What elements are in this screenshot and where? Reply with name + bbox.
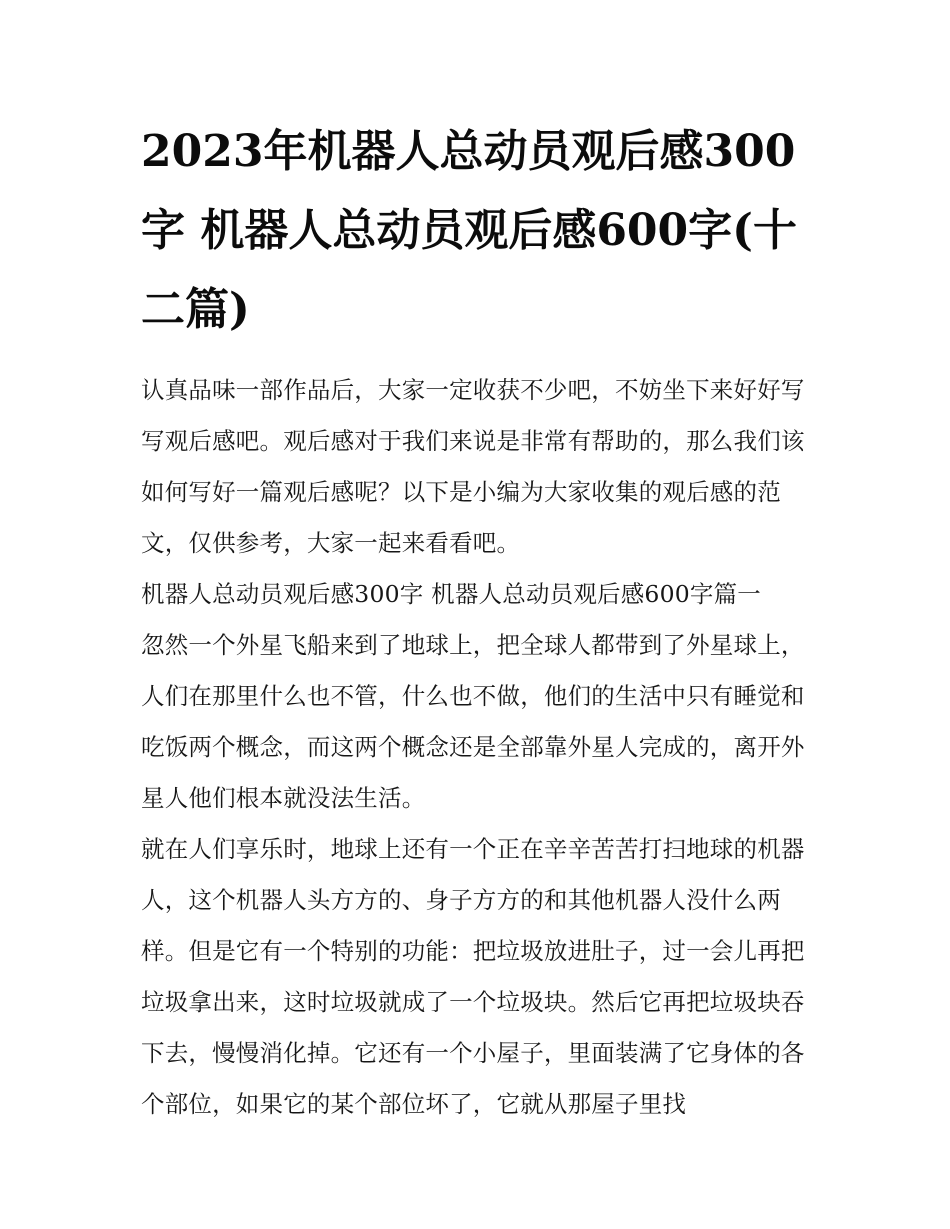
- intro-paragraph: 认真品味一部作品后，大家一定收获不少吧，不妨坐下来好好写写观后感吧。观后感对于我们来说是非常有帮助的，那么我们该如何写好一篇观后感呢？以下是小编为大家收集的观后感的范文，仅供参考，大家一起来看看吧。: [141, 376, 805, 557]
- document-title: 2023年机器人总动员观后感300字 机器人总动员观后感600字(十二篇): [141, 126, 797, 335]
- body-paragraph: 就在人们享乐时，地球上还有一个正在辛辛苦苦打扫地球的机器人，这个机器人头方方的、身子方方的和其他机器人没什么两样。但是它有一个特别的功能：把垃圾放进肚子，过一会儿再把垃圾拿出来，这时垃圾就成了一个垃圾块。然后它再把垃圾块吞下去，慢慢消化掉。它还有一个小屋子，里面装满了它身体的各个部位，如果它的某个部位坏了，它就从那屋子里找: [141, 835, 805, 1118]
- body-paragraph: 忽然一个外星飞船来到了地球上，把全球人都带到了外星球上，人们在那里什么也不管，什么也不做，他们的生活中只有睡觉和吃饭两个概念，而这两个概念还是全部靠外星人完成的，离开外星人他们根本就没法生活。: [141, 631, 805, 812]
- section-heading: 机器人总动员观后感300字 机器人总动员观后感600字篇一: [141, 580, 761, 608]
